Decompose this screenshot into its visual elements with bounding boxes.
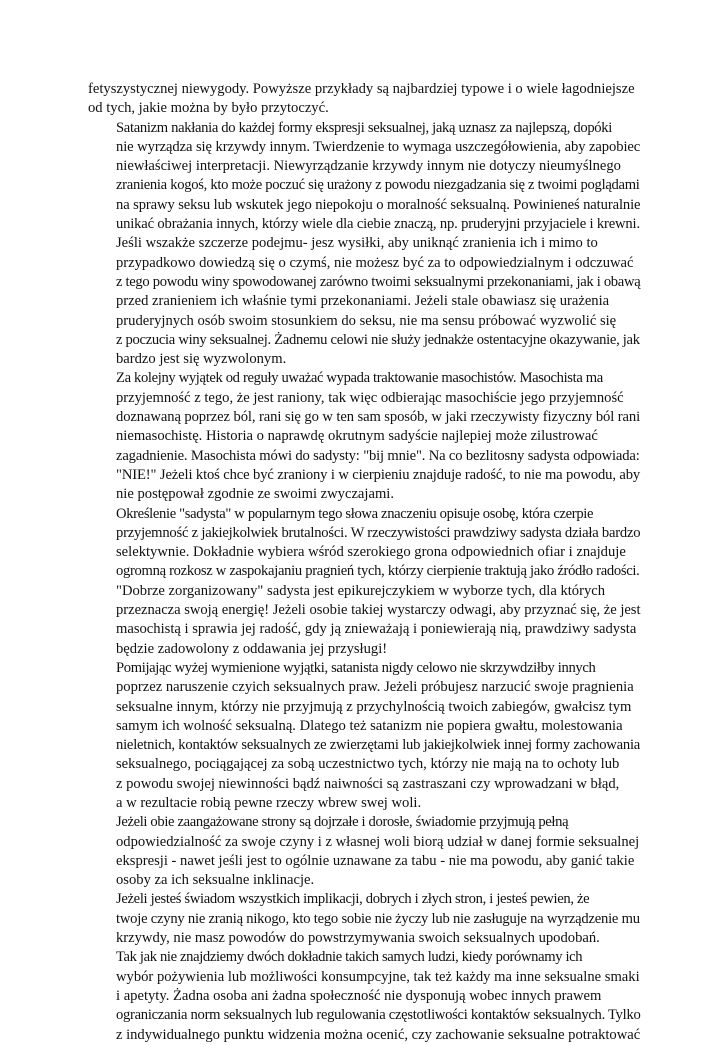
text-line: Jeśli wszakże szczerze podejmu- jesz wysiłki, aby uniknąć zranienia ich i mimo to bbox=[116, 235, 598, 252]
paragraph bbox=[88, 813, 640, 890]
text-line: ekspresji - nawet jeśli jest to ogólnie uznawane za tabu - nie ma powodu, aby ganić takie bbox=[116, 852, 635, 869]
paragraph bbox=[88, 80, 640, 119]
text-line: "NIE!" Jeżeli ktoś chce być zraniony i w cierpieniu znajduje radość, to nie ma powodu, aby bbox=[116, 466, 641, 483]
text-line: Pomijając wyżej wymienione wyjątki, satanista nigdy celowo nie skrzywdziłby innych bbox=[116, 659, 596, 676]
text-line: osoby za ich seksualne inklinacje. bbox=[116, 872, 315, 889]
text-line: zagadnienie. Masochista mówi do sadysty: "bij mnie". Na co bezlitosny sadysta odpowiada: bbox=[116, 447, 640, 464]
paragraph bbox=[88, 369, 640, 504]
text-line: fetyszystycznej niewygody. Powyższe przykłady są najbardziej typowe i o wiele łagodniejsze bbox=[88, 81, 635, 97]
text-line: ograniczania norm seksualnych lub regulowania częstotliwości kontaktów seksualnych. Tylko bbox=[116, 1007, 641, 1024]
text-line: odpowiedzialność za swoje czyny i z własnej woli biorą udział w danej formie seksualnej bbox=[116, 833, 640, 850]
text-line: seksualne innym, którzy nie przyjmują z przychylnością twoich zabiegów, gwałcisz tym bbox=[116, 698, 632, 715]
text-line: na sprawy seksu lub wskutek jego niepokoju o moralność seksualną. Powinieneś naturalnie bbox=[116, 196, 641, 213]
text-line: niemasochistę. Historia o naprawdę okrutnym sadyście najlepiej może zilustrować bbox=[116, 428, 598, 445]
text-line: ogromną rozkosz w zaspokajaniu pragnień tych, którzy cierpienie traktują jako źródło radości. bbox=[116, 563, 640, 580]
paragraph bbox=[88, 948, 640, 1044]
text-line: i apetyty. Żadna osoba ani żadna społeczność nie dysponują wobec innych prawem bbox=[116, 987, 602, 1004]
text-line: z powodu swojej niewinności bądź naiwności są zastraszani czy wprowadzani w błąd, bbox=[116, 775, 620, 792]
text-line: doznawaną poprzez ból, rani się go w ten sam sposób, w jaki rzeczywisty fizyczny ból rani bbox=[116, 409, 641, 426]
text-line: "Dobrze zorganizowany" sadysta jest epikurejczykiem w wyborze tych, dla których bbox=[116, 582, 606, 599]
text-line: nieletnich, kontaktów seksualnych ze zwierzętami lub jakiejkolwiek innej formy zachowania bbox=[116, 737, 641, 754]
text-line: seksualnego, pociągającej za sobą uczestnictwo tych, którzy nie mają na to ochoty lub bbox=[116, 756, 620, 773]
text-line: wybór pożywienia lub możliwości konsumpcyjne, tak też każdy ma inne seksualne smaki bbox=[116, 968, 640, 985]
text-line: przyjemność z tego, że jest raniony, tak więc odbierając masochiście jego przyjemność bbox=[116, 389, 624, 406]
text-line: nie wyrządza się krzywdy innym. Twierdzenie to wymaga uszczegółowienia, aby zapobiec bbox=[116, 138, 641, 155]
text-line: krzywdy, nie masz powodów do powstrzymywania swoich seksualnych upodobań. bbox=[116, 930, 600, 947]
text-line: przed zranieniem ich właśnie tymi przekonaniami. Jeżeli stale obawiasz się urażenia bbox=[116, 293, 610, 310]
text-line: zranienia kogoś, kto może poczuć się urażony z powodu niezgadzania się z twoimi poglądami bbox=[116, 177, 640, 194]
text-line: Jeżeli jesteś świadom wszystkich implikacji, dobrych i złych stron, i jesteś pewien, że bbox=[116, 891, 590, 908]
paragraph bbox=[88, 659, 640, 813]
text-line: bardzo jest się wyzwolonym. bbox=[116, 351, 287, 368]
text-line: twoje czyny nie zranią nikogo, kto tego sobie nie życzy lub nie zasługuje na wyrządzenie mu bbox=[116, 910, 640, 927]
text-line: Za kolejny wyjątek od reguły uważać wypada traktowanie masochistów. Masochista ma bbox=[116, 370, 603, 387]
text-line: przypadkowo dowiedzą się o czymś, nie możesz być za to odpowiedzialnym i odczuwać bbox=[116, 254, 634, 271]
paragraph bbox=[88, 890, 640, 948]
text-line: z indywidualnego punktu widzenia można ocenić, czy zachowanie seksualne potraktować bbox=[116, 1026, 641, 1043]
text-line: unikać obrażania innych, którzy wiele dla ciebie znaczą, np. pruderyjni przyjaciele i krewni. bbox=[116, 216, 640, 233]
text-line: z tego powodu winy spowodowanej zarówno twoimi seksualnymi przekonaniami, jak i obawą bbox=[116, 273, 641, 290]
text-line: od tych, jakie można by było przytoczyć. bbox=[88, 100, 329, 117]
text-line: będzie zadowolony z oddawania jej przysługi! bbox=[116, 640, 388, 657]
text-line: poprzez naruszenie czyich seksualnych praw. Jeżeli próbujesz narzucić swoje pragnienia bbox=[116, 679, 634, 696]
text-line: niewłaściwej interpretacji. Niewyrządzanie krzywdy innym nie dotyczy nieumyślnego bbox=[116, 158, 621, 175]
text-line: Satanizm nakłania do każdej formy ekspresji seksualnej, jaką uznasz za najlepszą, dopóki bbox=[116, 119, 612, 136]
paragraph bbox=[88, 505, 640, 659]
text-line: Tak jak nie znajdziemy dwóch dokładnie takich samych ludzi, kiedy porównamy ich bbox=[116, 949, 583, 966]
text-line: masochistą i sprawia jej radość, gdy ją znieważają i poniewierają nią, prawdziwy sadysta bbox=[116, 621, 637, 638]
text-line: Jeżeli obie zaangażowane strony są dojrzałe i dorosłe, świadomie przyjmują pełną bbox=[116, 814, 569, 831]
text-line: nie postępował zgodnie ze swoimi zwyczajami. bbox=[116, 486, 395, 503]
text-line: samym ich wolność seksualną. Dlatego też satanizm nie popiera gwałtu, molestowania bbox=[116, 717, 623, 734]
text-line: selektywnie. Dokładnie wybiera wśród szerokiego grona odpowiednich ofiar i znajduje bbox=[116, 544, 626, 561]
text-line: przyjemność z jakiejkolwiek brutalności. W rzeczywistości prawdziwy sadysta działa bardzo bbox=[116, 524, 641, 541]
document-page bbox=[88, 80, 640, 1045]
text-line: pruderyjnych osób swoim stosunkiem do seksu, nie ma sensu próbować wyzwolić się bbox=[116, 312, 617, 329]
text-line: a w rezultacie robią pewne rzeczy wbrew swej woli. bbox=[116, 794, 422, 811]
paragraph bbox=[88, 119, 640, 370]
text-line: z poczucia winy seksualnej. Żadnemu celowi nie służy jednakże ostentacyjne okazywanie, jak bbox=[116, 331, 640, 348]
text-line: przeznacza swoją energię! Jeżeli osobie takiej wystarczy odwagi, aby przyznać się, że jest bbox=[116, 602, 641, 619]
text-line: Określenie "sadysta" w popularnym tego słowa znaczeniu opisuje osobę, która czerpie bbox=[116, 505, 594, 522]
